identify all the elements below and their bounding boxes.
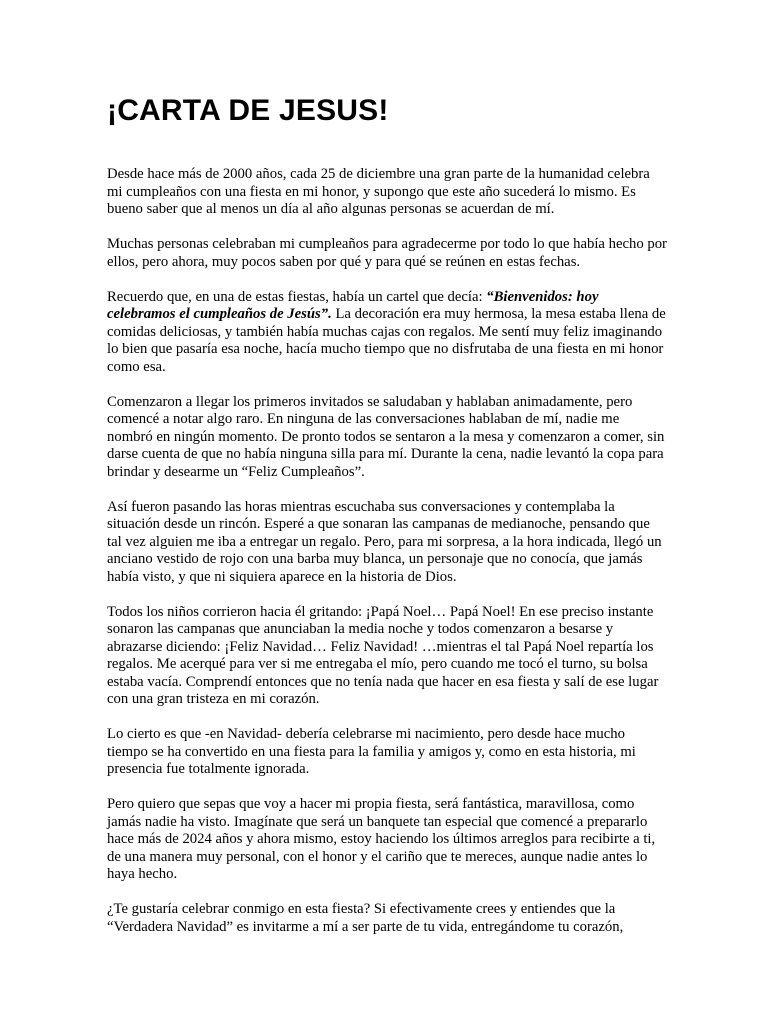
paragraph-4: Comenzaron a llegar los primeros invitados se saludaban y hablaban animadamente, pero comencé a notar algo raro. En ninguna de las conversaciones hablaban de mí, nadie me nombró en ningún momento. De pronto todos se sentaron a la mesa y comenzaron a comer, sin darse cuenta de que no había ninguna silla para mí. Durante la cena, nadie levantó la copa para brindar y desearme un “Feliz Cumpleaños”.: [107, 393, 665, 480]
paragraph-2: Muchas personas celebraban mi cumpleaños para agradecerme por todo lo que había hecho por ellos, pero ahora, muy pocos saben por qué y para qué se reúnen en estas fechas.: [107, 236, 667, 270]
paragraph-6: Todos los niños corrieron hacia él gritando: ¡Papá Noel… Papá Noel! En ese preciso instante sonaron las campanas que anunciaban la media noche y todos comenzaron a besarse y abrazarse diciendo: ¡Feliz Navidad… Feliz Navidad! …mientras el tal Papá Noel repartía los regalos. Me acerqué para ver si me entregaba el mío, pero cuando me tocó el turno, su bolsa estaba vacía. Comprendí entonces que no tenía nada que hacer en esa fiesta y salí de ese lugar con una gran tristeza en mi corazón.: [107, 603, 659, 707]
document-body: [107, 166, 667, 936]
paragraph-3-intro: Recuerdo que, en una de estas fiestas, había un cartel que decía:: [107, 288, 487, 305]
paragraph-5: Así fueron pasando las horas mientras escuchaba sus conversaciones y contemplaba la situación desde un rincón. Esperé a que sonaran las campanas de medianoche, pensando que tal vez alguien me iba a entregar un regalo. Pero, para mi sorpresa, a la hora indicada, llegó un anciano vestido de rojo con una barba muy blanca, un personaje que no conocía, que jamás había visto, y que ni siquiera aparece en la historia de Dios.: [107, 498, 662, 585]
paragraph-7: Lo cierto es que -en Navidad- debería celebrarse mi nacimiento, pero desde hace mucho tiempo se ha convertido en una fiesta para la familia y amigos y, como en esta historia, mi presencia fue totalmente ignorada.: [107, 726, 636, 777]
paragraph-9: ¿Te gustaría celebrar conmigo en esta fiesta? Si efectivamente crees y entiendes que la “Verdadera Navidad” es invitarme a mí a ser parte de tu vida, entregándome tu corazón,: [107, 901, 624, 935]
paragraph-8: Pero quiero que sepas que voy a hacer mi propia fiesta, será fantástica, maravillosa, como jamás nadie ha visto. Imagínate que será un banquete tan especial que comencé a prepararlo hace más de 2024 años y ahora mismo, estoy haciendo los últimos arreglos para recibirte a ti, de una manera muy personal, con el honor y el cariño que te mereces, aunque nadie antes lo haya hecho.: [107, 796, 656, 882]
paragraph-1: Desde hace más de 2000 años, cada 25 de diciembre una gran parte de la humanidad celebra mi cumpleaños con una fiesta en mi honor, y supongo que este año sucederá lo mismo. Es bueno saber que al menos un día al año algunas personas se acuerdan de mí.: [107, 166, 650, 217]
banner-quote: “Bienvenidos: hoy celebramos el cumpleaños de Jesús”.: [107, 288, 599, 322]
document-title: ¡CARTA DE JESUS!: [107, 94, 389, 127]
paragraph-3: [107, 289, 667, 377]
paragraph-3-rest: La decoración era muy hermosa, la mesa estaba llena de comidas deliciosas, y también había muchas cajas con regalos. Me sentí muy feliz imaginando lo bien que pasaría esa noche, hacía mucho tiempo que no disfrutaba de una fiesta en mi honor como esa.: [107, 306, 666, 375]
